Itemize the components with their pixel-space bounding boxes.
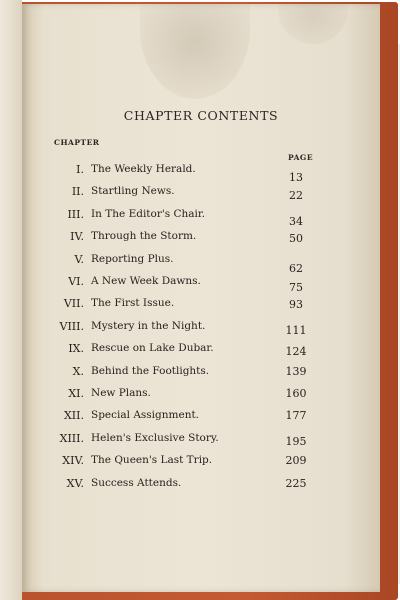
chapter-numeral: XV. (66, 476, 84, 490)
toc-entry (22, 320, 380, 336)
chapter-title: In The Editor's Chair. (91, 207, 206, 220)
chapter-title: The Queen's Last Trip. (91, 454, 213, 467)
chapter-title: Reporting Plus. (91, 252, 174, 265)
toc-entry (22, 342, 380, 358)
chapter-title: Mystery in the Night. (91, 319, 206, 332)
chapter-numeral: VII. (63, 297, 84, 311)
chapter-numeral: X. (72, 364, 84, 378)
chapter-numeral: VI. (68, 275, 84, 288)
chapter-numeral: XII. (63, 409, 84, 423)
chapter-title: Startling News. (91, 185, 175, 198)
chapter-title: Helen's Exclusive Story. (91, 431, 219, 444)
chapter-column-header: CHAPTER (54, 138, 100, 147)
chapter-page-number: 225 (285, 476, 307, 490)
chapter-page-number: 139 (285, 364, 307, 378)
page-edge-shadow (394, 44, 400, 584)
chapter-numeral: III. (67, 207, 84, 221)
toc-entry (22, 275, 380, 294)
chapter-title: The Weekly Herald. (91, 163, 196, 175)
toc-entry (22, 207, 380, 228)
toc-entry (22, 409, 380, 425)
toc-entry (22, 387, 380, 403)
toc-entry (22, 297, 380, 313)
chapter-page-number: 160 (285, 387, 307, 400)
chapter-title: New Plans. (91, 387, 151, 399)
chapter-page-number: 124 (285, 345, 307, 359)
chapter-title: A New Week Dawns. (91, 275, 201, 287)
toc-entry (22, 432, 380, 448)
toc-entry (22, 365, 380, 381)
chapter-page-number: 177 (285, 409, 307, 423)
table-of-contents (22, 4, 380, 592)
toc-entry (22, 185, 380, 201)
chapter-page-number: 111 (285, 323, 307, 337)
chapter-numeral: XI. (68, 387, 84, 400)
chapter-page-number: 22 (289, 189, 303, 203)
chapter-title: The First Issue. (91, 297, 175, 310)
chapter-numeral: V. (74, 252, 84, 266)
chapter-numeral: XIV. (62, 454, 84, 468)
chapter-numeral: II. (71, 185, 84, 199)
toc-entry (22, 252, 380, 275)
chapter-title: Rescue on Lake Dubar. (91, 342, 214, 355)
chapter-page-number: 93 (289, 298, 303, 312)
toc-entry (22, 477, 380, 493)
chapter-numeral: I. (76, 163, 84, 176)
chapter-title: Through the Storm. (91, 230, 197, 243)
chapter-numeral: IX. (68, 342, 84, 356)
chapter-page-number: 62 (289, 261, 303, 275)
chapter-title: Success Attends. (91, 476, 182, 489)
toc-entry (22, 454, 380, 470)
toc-entry (22, 230, 380, 246)
chapter-page-number: 195 (285, 434, 307, 448)
toc-entry (22, 163, 380, 184)
chapter-title: Behind the Footlights. (91, 364, 210, 377)
facing-page-edge (0, 0, 22, 600)
chapter-page-number: 50 (289, 232, 303, 246)
chapter-page-number: 13 (289, 171, 303, 184)
chapter-title: Special Assignment. (91, 409, 200, 422)
chapter-numeral: IV. (70, 230, 84, 244)
chapter-numeral: XIII. (59, 431, 84, 445)
chapter-page-number: 209 (285, 454, 307, 468)
chapter-numeral: VIII. (59, 319, 84, 333)
page-title: CHAPTER CONTENTS (123, 108, 279, 123)
page-column-header: PAGE (288, 153, 314, 162)
contents-page (22, 4, 380, 592)
chapter-page-number: 34 (289, 214, 303, 228)
chapter-page-number: 75 (289, 281, 303, 294)
